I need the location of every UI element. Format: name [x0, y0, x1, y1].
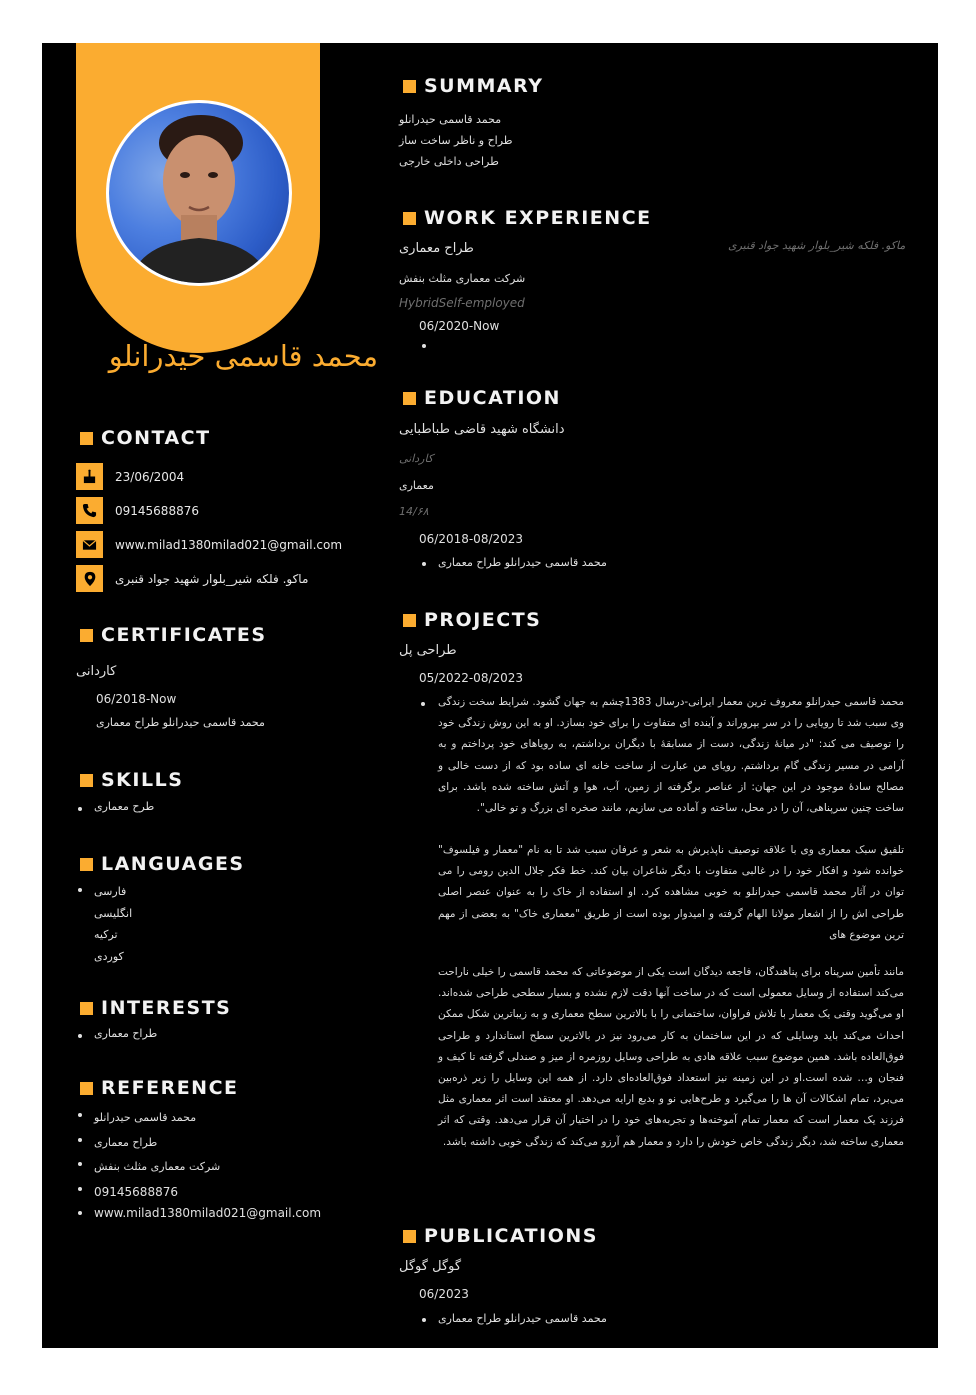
project-paragraph-2: تلفیق سبک معماری وی با علاقه توصیف ناپذیرش به شعر و عرفان سبب شد تا به نام "معمار و فیلسوف" خوانده شود و افکار خود را در غالبی متفاوت با دیگر شاعران بیان کند. خط فکر جلال الدین رومی را می توان در آثار محمد قاسمی حیدرانلو به خوبی مشاهده کرد. او استفاده از خاک را به عنوان عنصر اصلی طراحی اش را از اشعار مولانا الهام گرفته و امیدوار بوده است از طریق "معماری خاک" به بعضی از مهم ترین موضوع های	[438, 844, 904, 941]
publication-name: گوگل گوگل	[399, 1259, 462, 1274]
contact-birthday: 23/06/2004	[76, 463, 184, 490]
certificate-desc: محمد قاسمی حیدرانلو طراح معماری	[96, 716, 265, 729]
list-item: محمد قاسمی حیدرانلو	[76, 1106, 321, 1131]
heading-square-icon	[80, 1002, 93, 1015]
contact-address: ماکو. فلکه شیر_بلوار شهید جواد قنبری	[76, 565, 308, 592]
certificate-name: کاردانی	[76, 664, 117, 679]
project-name: طراحی پل	[399, 643, 457, 658]
heading-square-icon	[80, 774, 93, 787]
projects-heading: PROJECTS	[403, 609, 541, 631]
work-location: ماکو. فلکه شیر_بلوار شهید جواد قنبری	[728, 239, 906, 252]
work-role: طراح معماری	[399, 241, 474, 256]
education-degree: کاردانی	[399, 452, 434, 465]
heading-square-icon	[80, 858, 93, 871]
list-item: ترکیه	[94, 928, 118, 941]
profile-photo	[106, 100, 292, 286]
reference-heading: REFERENCE	[80, 1077, 239, 1099]
languages-list	[76, 881, 132, 967]
list-item[interactable]: 09145688876	[76, 1180, 321, 1205]
heading-square-icon	[403, 1230, 416, 1243]
list-item: طرح معماری	[76, 800, 154, 813]
education-school: دانشگاه شهید قاضی طباطبایی	[399, 422, 565, 437]
project-paragraph-1: محمد قاسمی حیدرانلو معروف ترین معمار ایرانی-درسال 1383چشم به جهان گشود. شرایط سخت زندگی وی سبب شد تا رویایی را در سر بپروراند و آینده ای متفاوت را برای خود بسازد. او به این روش زندگی خود را توصیف می کند: "در میانهٔ زندگی، دست از مسابقهٔ با دیگران برداشتم، به رویاهای خود پرداختم و به آرامی در مسیر زندگی گام برداشتم. رویای من عبارت از ساخت خانه ای ساده بود که از دست خالی و مصالح سادهٔ موجود در این جهان: از عناصر برگرفته از زمین، آب، هوا و آتش ساخته شده باشد. برای ساخت چنین سرپناهی، آن را در محل، ساخته و آماده می سازیم، مانند صخره ای بزرگ و تو خالی".	[438, 696, 904, 815]
education-bullet	[422, 562, 426, 566]
heading-square-icon	[80, 432, 93, 445]
publication-desc: محمد قاسمی حیدرانلو طراح معماری	[438, 1312, 607, 1325]
summary-line: طراحی داخلی خارجی	[399, 155, 499, 168]
summary-heading: SUMMARY	[403, 75, 543, 97]
profile-name: محمد قاسمی حیدرانلو	[108, 339, 378, 373]
publication-date: 06/2023	[419, 1287, 469, 1301]
resume-page	[42, 43, 938, 1348]
reference-list	[76, 1106, 321, 1222]
heading-square-icon	[403, 80, 416, 93]
heading-square-icon	[80, 629, 93, 642]
contact-heading: CONTACT	[80, 427, 211, 449]
list-item: طراح معماری	[76, 1027, 157, 1040]
mail-icon	[76, 531, 103, 558]
certificates-heading: CERTIFICATES	[80, 624, 267, 646]
heading-square-icon	[403, 392, 416, 405]
interests-list	[76, 1027, 157, 1040]
work-empty-bullet	[422, 344, 426, 348]
list-item: فارسی	[76, 881, 132, 903]
list-item: کوردی	[94, 949, 124, 963]
person-silhouette-icon	[109, 103, 289, 283]
project-paragraph-3: مانند تأمین سرپناه برای پناهندگان، فاجعه دیدگان است یکی از موضوعاتی که محمد قاسمی را خیلی ناراحت می‌کند استفاده از وسایل معمولی است که در ساخت آنها دقت لازم نشده و بسیار سطحی طراحی شده‌اند. او می‌گوید وقتی یک معمار با تلاش فراوان، ساختمانی را با بالاترین سطح معماری و به زیباترین شکل ممکن احداث می‌کند باید وسایلی که در این ساختمان به کار می‌رود نیز در بالاترین سطح استاندارد و طراحی فوق‌العاده باشد. همین موضوع سبب علاقه هادی به طراحی وسایل روزمره از میز و صندلی گرفته تا کیف و فنجان و… شده است.او در این زمینه نیز استعداد فوق‌العاده‌ای دارد. از همه این وسایل را زیر ذره‌بین می‌برد، تمام اشکالات آن ها را می‌گیرد و طرح‌هایی نو و بدیع ارایه می‌دهد. او معتقد است اثر معماری مثل فرزند یک معمار است که معمار تمام آموخته‌ها و تجربه‌های خود را در اختیار آن قرار می‌دهد. وقتی که اثر معماری ساخته شد، دیگر زندگی خاص خودش را دارد و معمار هم آرزو می‌کند که زندگی خوبی داشته باشد.	[438, 966, 904, 1148]
list-item: انگلیسی	[94, 906, 133, 920]
contact-email[interactable]: www.milad1380milad021@gmail.com	[76, 531, 342, 558]
work-heading: WORK EXPERIENCE	[403, 207, 652, 229]
skills-list	[76, 800, 154, 813]
heading-square-icon	[80, 1082, 93, 1095]
publications-heading: PUBLICATIONS	[403, 1225, 598, 1247]
education-grade: 14/۶۸	[399, 505, 429, 518]
education-desc: محمد قاسمی حیدرانلو طراح معماری	[438, 556, 607, 569]
phone-icon	[76, 497, 103, 524]
publication-bullet	[422, 1318, 426, 1322]
work-type: HybridSelf-employed	[399, 296, 525, 310]
contact-phone[interactable]: 09145688876	[76, 497, 199, 524]
education-date: 06/2018-08/2023	[419, 532, 524, 546]
project-bullet	[421, 702, 425, 706]
list-item[interactable]: www.milad1380milad021@gmail.com	[76, 1204, 321, 1222]
heading-square-icon	[403, 212, 416, 225]
education-heading: EDUCATION	[403, 387, 561, 409]
location-pin-icon	[76, 565, 103, 592]
languages-heading: LANGUAGES	[80, 853, 245, 875]
summary-line: محمد قاسمی حیدرانلو	[399, 113, 502, 126]
cake-icon	[76, 463, 103, 490]
list-item: شرکت معماری مثلث بنفش	[76, 1155, 321, 1180]
heading-square-icon	[403, 614, 416, 627]
education-field: معماری	[399, 479, 434, 492]
project-date: 05/2022-08/2023	[419, 671, 524, 685]
certificate-date: 06/2018-Now	[96, 692, 177, 706]
summary-line: طراح و ناظر ساخت ساز	[399, 134, 513, 147]
interests-heading: INTERESTS	[80, 997, 231, 1019]
skills-heading: SKILLS	[80, 769, 183, 791]
work-company: شرکت معماری مثلث بنفش	[399, 272, 526, 285]
list-item: طراح معماری	[76, 1131, 321, 1156]
work-date: 06/2020-Now	[419, 319, 500, 333]
